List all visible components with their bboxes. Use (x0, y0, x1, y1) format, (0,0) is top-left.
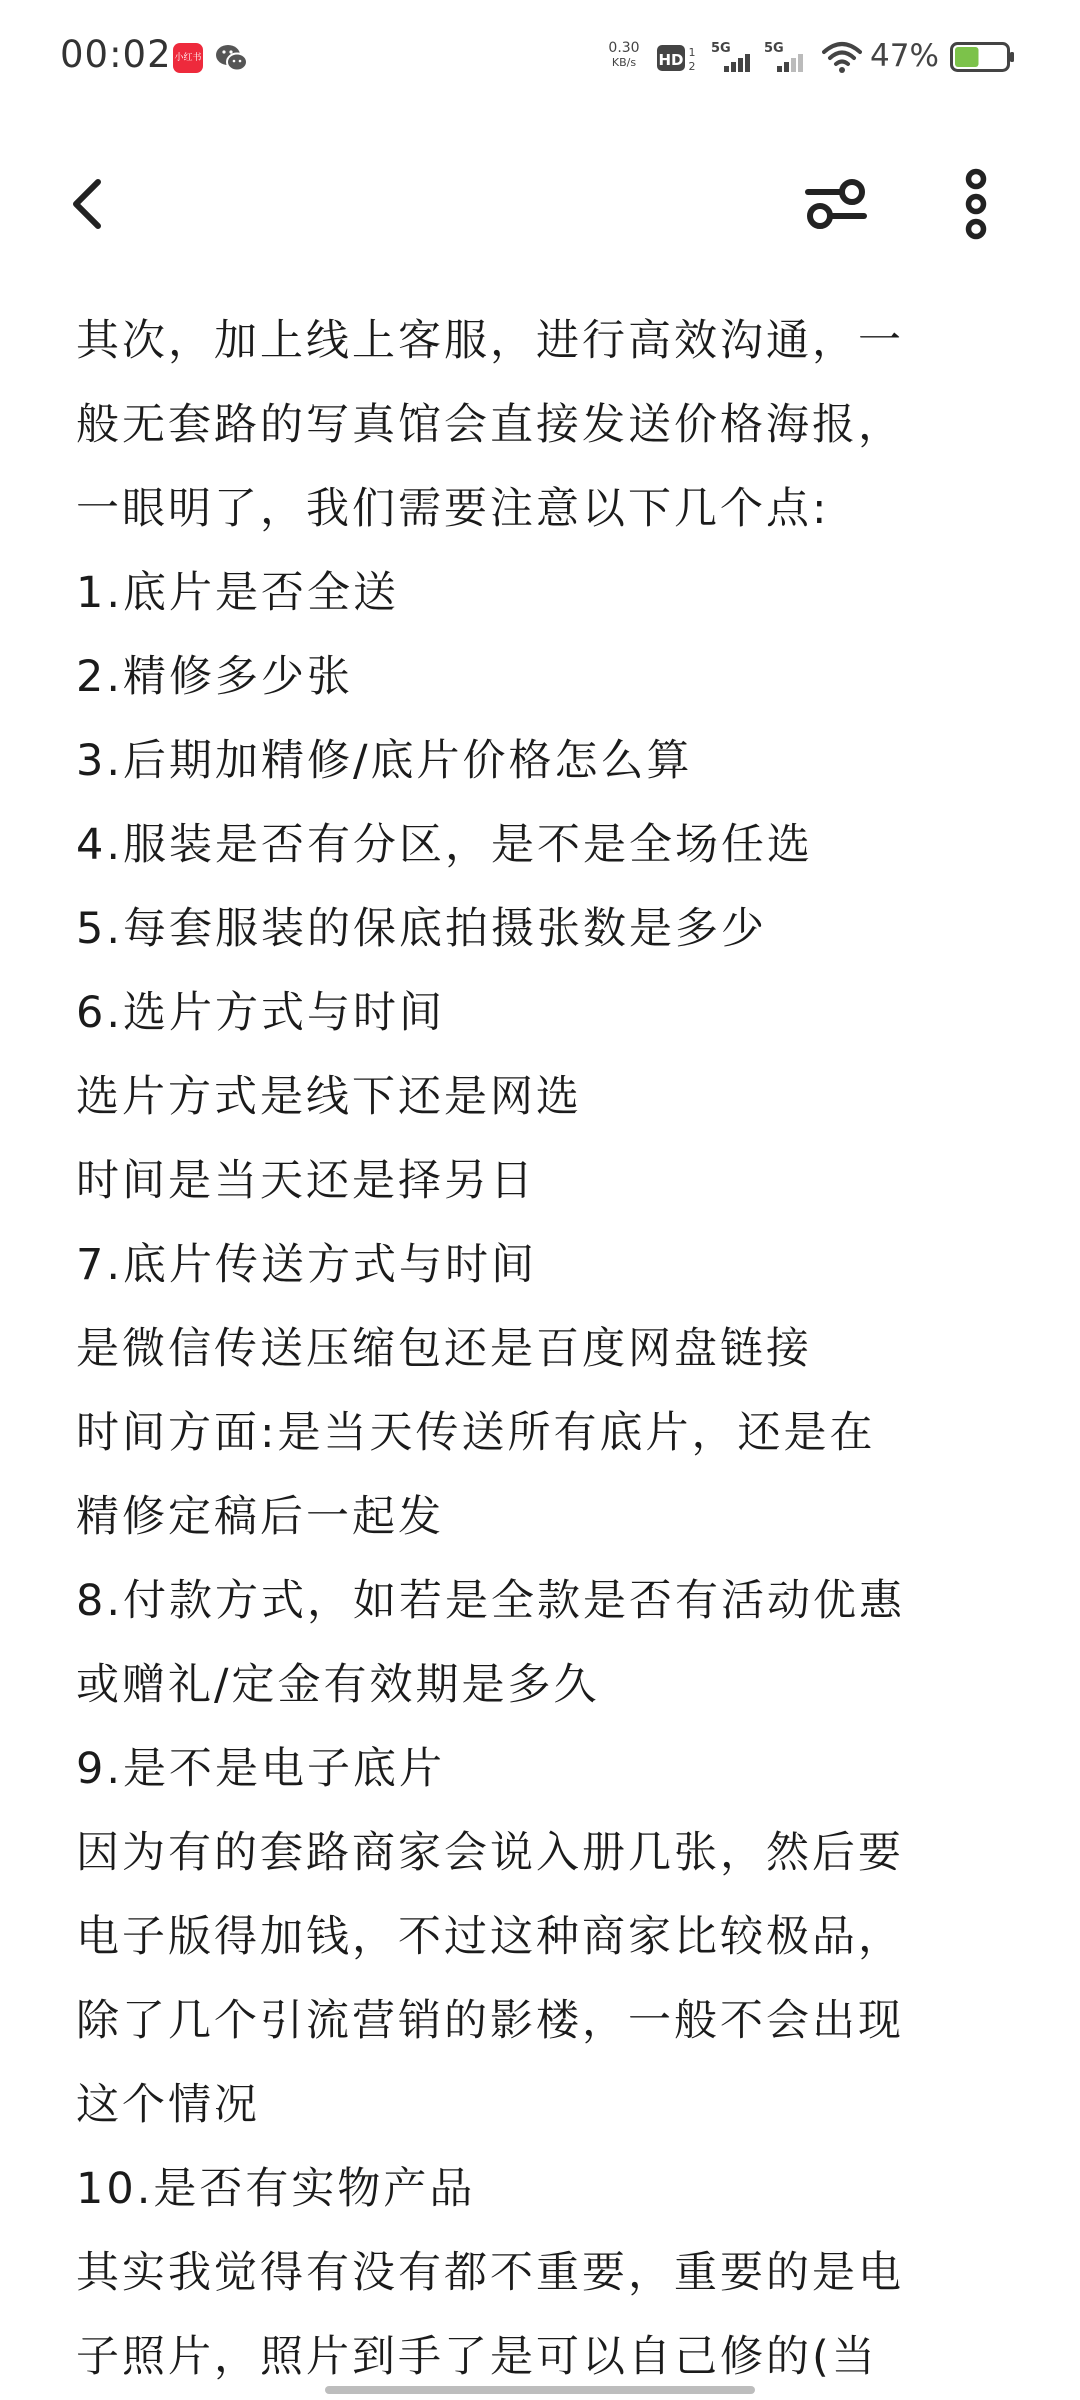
status-time: 00:02 (60, 33, 172, 76)
chevron-left-icon (76, 182, 98, 226)
status-bar (0, 0, 1080, 115)
article-line: 是微信传送压缩包还是百度网盘链接 (76, 1324, 812, 1374)
signal-2-label: 5G (764, 41, 784, 56)
network-speed-value: 0.30 (608, 40, 640, 56)
article-line: 子照片，照片到手了是可以自己修的(当 (76, 2332, 878, 2382)
article-line: 其次，加上线上客服，进行高效沟通，一 (76, 316, 904, 366)
article-line: 6.选片方式与时间 (76, 988, 446, 1038)
article-line: 电子版得加钱，不过这种商家比较极品， (76, 1912, 904, 1962)
article-line: 2.精修多少张 (76, 652, 354, 702)
article-line: 9.是不是电子底片 (76, 1744, 446, 1794)
battery-icon (950, 42, 1016, 72)
filter-settings-button[interactable] (800, 168, 872, 240)
battery-level-fill (955, 47, 979, 67)
article-line: 4.服装是否有分区，是不是全场任选 (76, 820, 814, 870)
battery-percent: 47% (870, 38, 939, 74)
article-line: 般无套路的写真馆会直接发送价格海报， (76, 400, 904, 450)
article-line: 一眼明了，我们需要注意以下几个点: (76, 484, 830, 534)
article-line: 或赠礼/定金有效期是多久 (76, 1660, 600, 1710)
article-line: 3.后期加精修/底片价格怎么算 (76, 736, 693, 786)
article-line: 8.付款方式，如若是全款是否有活动优惠 (76, 1576, 906, 1626)
article-line: 时间是当天还是择另日 (76, 1156, 536, 1206)
more-vertical-icon (969, 172, 984, 237)
article-line: 5.每套服装的保底拍摄张数是多少 (76, 904, 768, 954)
svg-text:1: 1 (688, 46, 696, 59)
back-button[interactable] (60, 172, 124, 236)
signal-5g-sim2-icon (763, 38, 807, 74)
article-line: 因为有的套路商家会说入册几张，然后要 (76, 1828, 904, 1878)
sliders-icon (808, 182, 864, 226)
article-line: 10.是否有实物产品 (76, 2164, 476, 2214)
article-line: 选片方式是线下还是网选 (76, 1072, 582, 1122)
svg-text:2: 2 (688, 60, 696, 73)
signal-5g-sim1-icon (710, 38, 754, 74)
xiaohongshu-notification-icon: 小红书 (173, 43, 203, 73)
hd-label: HD (658, 51, 684, 69)
network-speed-unit: KB/s (611, 56, 637, 69)
article-line: 精修定稿后一起发 (76, 1492, 444, 1542)
more-options-button[interactable] (946, 166, 1006, 242)
gesture-navigation-bar[interactable] (325, 2386, 755, 2394)
article-line: 时间方面:是当天传送所有底片，还是在 (76, 1408, 876, 1458)
article-line: 除了几个引流营销的影楼，一般不会出现 (76, 1996, 904, 2046)
article-body (76, 299, 1016, 2399)
network-speed (602, 40, 646, 69)
article-line: 1.底片是否全送 (76, 568, 400, 618)
signal-1-label: 5G (711, 41, 731, 56)
article-line: 这个情况 (76, 2080, 260, 2130)
wifi-icon (822, 40, 862, 74)
wechat-notification-icon (215, 42, 249, 74)
article-line: 其实我觉得有没有都不重要，重要的是电 (76, 2248, 904, 2298)
article-line: 7.底片传送方式与时间 (76, 1240, 538, 1290)
top-app-bar (0, 140, 1080, 270)
hd-voice-icon (656, 42, 700, 74)
